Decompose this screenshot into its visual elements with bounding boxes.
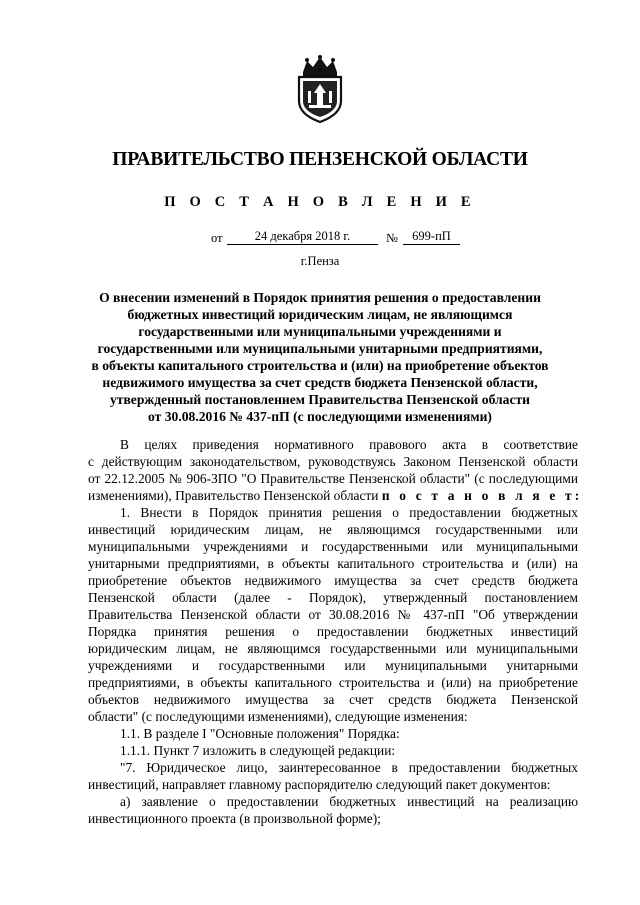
body-line: 1.1. В разделе I "Основные положения" Порядка: xyxy=(120,726,400,741)
body-line: учреждениями и государственными или муниципальными унитарными xyxy=(88,658,578,673)
body-line: В целях приведения нормативного правового акта в соответствие xyxy=(120,437,578,452)
document-subject xyxy=(78,289,562,425)
subject-line: утвержденный постановлением Правительства Пензенской области xyxy=(109,392,531,407)
organization-title: ПРАВИТЕЛЬСТВО ПЕНЗЕНСКОЙ ОБЛАСТИ xyxy=(112,149,528,170)
subject-line: государственными или муниципальными унитарными предприятиями, xyxy=(97,341,543,356)
body-line: 1. Внести в Порядок принятия решения о предоставлении бюджетных xyxy=(120,505,578,520)
body-line: юридическим лицам, не являющимся государственными или муниципальными xyxy=(88,641,578,656)
subject-line: в объекты капитального строительства и (или) на приобретение объектов xyxy=(91,358,549,373)
body-line xyxy=(88,487,583,504)
body-line: с действующим законодательством, руководствуясь Законом Пензенской области xyxy=(88,454,578,469)
body-line: унитарными предприятиями, в объекты капитального строительства и (или) на xyxy=(88,556,578,571)
body-line: приобретение объектов недвижимого имущества за счет средств бюджета xyxy=(88,573,578,588)
body-line: инвестиций юридическим лицам, не являющимся государственными или xyxy=(88,522,578,537)
document-type-heading: П О С Т А Н О В Л Е Н И Е xyxy=(164,194,476,210)
date-number-line xyxy=(0,229,640,247)
body-line: а) заявление о предоставлении бюджетных инвестиций на реализацию xyxy=(120,794,578,809)
subject-line: от 30.08.2016 № 437-пП (с последующими изменениями) xyxy=(148,409,492,424)
body-line: инвестиций, направляет главному распорядителю следующий пакет документов: xyxy=(88,777,551,792)
city-name: г.Пенза xyxy=(300,254,340,268)
document-body xyxy=(88,436,583,827)
subject-line: недвижимого имущества за счет средств бюджета Пензенской области, xyxy=(102,375,538,390)
body-line: Правительства Пензенской области от 30.08.2016 № 437-пП "Об утверждении xyxy=(88,607,578,622)
body-line: предприятиями, в объекты капитального строительства и (или) на приобретение xyxy=(88,675,578,690)
penza-coat-of-arms-icon xyxy=(293,55,347,123)
body-line: 1.1.1. Пункт 7 изложить в следующей редакции: xyxy=(120,743,396,758)
body-line: Порядка принятия решения о предоставлении бюджетных инвестиций xyxy=(88,624,578,639)
body-line: инвестиционного проекта (в произвольной форме); xyxy=(88,811,381,826)
number-prefix: № xyxy=(386,231,398,245)
body-line: Пензенской области (далее - Порядок), утвержденный постановлением xyxy=(88,590,578,605)
document-number: 699-пП xyxy=(403,229,460,245)
body-line: области" (с последующими изменениями), следующие изменения: xyxy=(88,709,468,724)
body-line: "7. Юридическое лицо, заинтересованное в предоставлении бюджетных xyxy=(120,760,578,775)
date-prefix: от xyxy=(211,231,223,245)
subject-line: государственными или муниципальными учреждениями и xyxy=(138,324,502,339)
document-date: 24 декабря 2018 г. xyxy=(227,229,378,245)
body-line: от 22.12.2005 № 906-ЗПО "О Правительстве Пензенской области" (с последующими xyxy=(88,471,578,486)
subject-line: бюджетных инвестиций юридическим лицам, не являющимся xyxy=(127,307,513,322)
body-line: объектов недвижимого имущества за счет средств бюджета Пензенской xyxy=(88,692,578,707)
subject-line: О внесении изменений в Порядок принятия решения о предоставлении xyxy=(99,290,541,305)
body-line: муниципальными учреждениями и государственными или муниципальными xyxy=(88,539,578,554)
body-line-text: изменениями), Правительство Пензенской области xyxy=(88,488,379,503)
decree-word: п о с т а н о в л я е т: xyxy=(381,488,583,503)
